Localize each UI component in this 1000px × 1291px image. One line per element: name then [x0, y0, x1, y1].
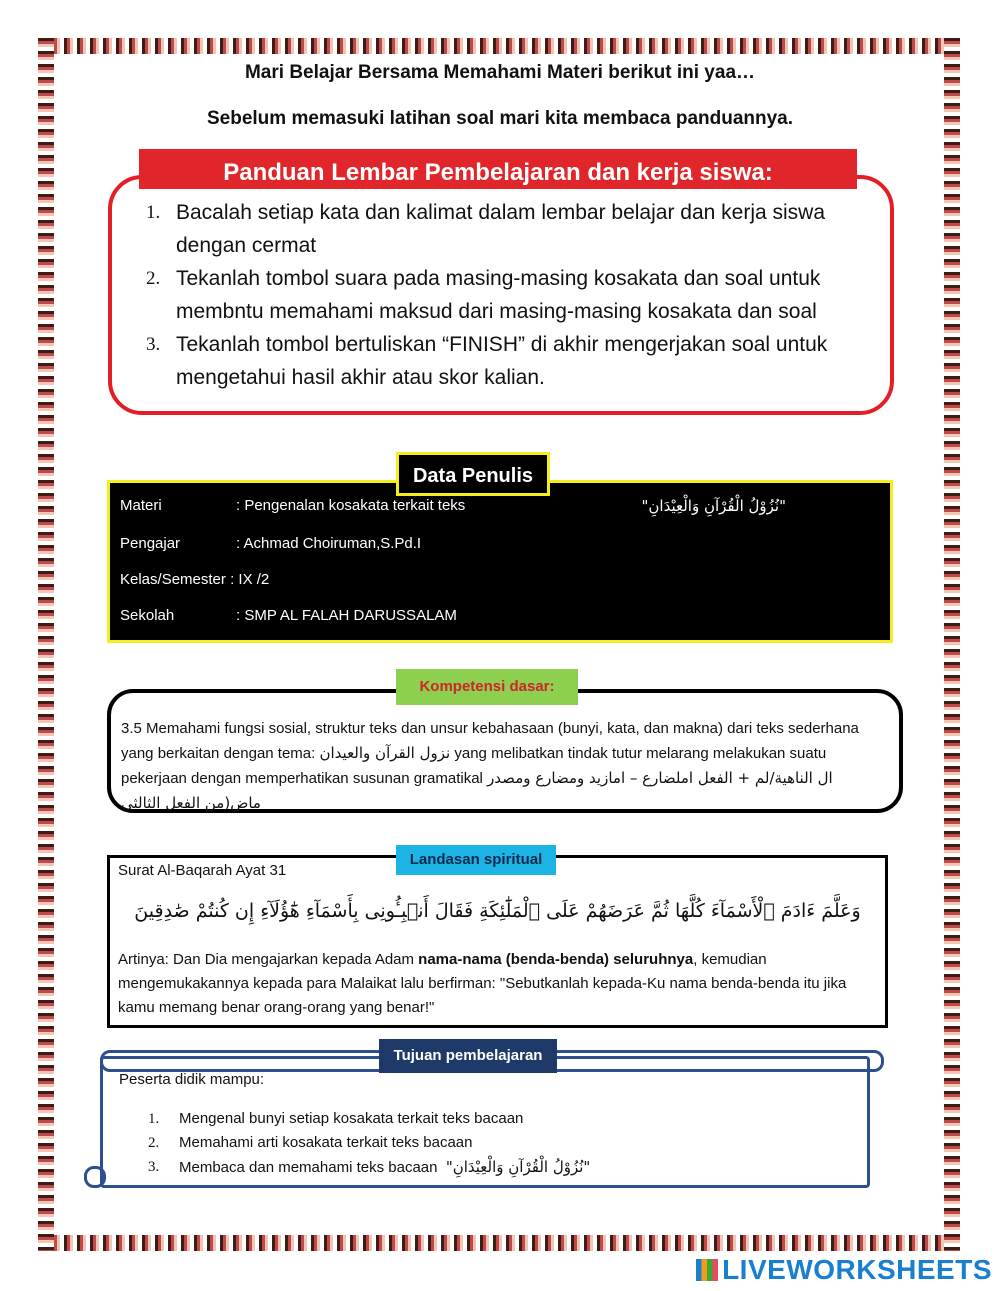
list-item: 1. Bacalah setiap kata dan kalimat dalam lembar belajar dan kerja siswa dengan cermat — [146, 201, 826, 257]
tujuan-box — [100, 1056, 870, 1188]
artinya-text: Artinya: Dan Dia mengajarkan kepada Adam nama-nama (benda-benda) seluruhnya, kemudian mengemukakannya kepada para Malaikat lalu berfirman: "Sebutkanlah kepada-Ku nama benda-benda itu jika kamu memang benar orang-orang yang benar!" — [118, 951, 847, 1016]
kelas-row: Kelas/Semester : IX /2 — [120, 571, 270, 588]
scroll-curl-bottom — [84, 1166, 106, 1188]
surah-reference: Surat Al-Baqarah Ayat 31 — [118, 862, 287, 879]
list-item: 2. Memahami arti kosakata terkait teks bacaan — [148, 1134, 473, 1151]
tujuan-list — [143, 1107, 590, 1180]
kompetensi-title: Kompetensi dasar: — [396, 669, 578, 705]
decorative-border-right — [944, 38, 960, 1251]
pengajar-row: Pengajar : Achmad Choiruman,S.Pd.I — [120, 535, 422, 552]
decorative-border-bottom — [38, 1235, 960, 1251]
decorative-border-top — [38, 38, 960, 54]
kompetensi-box — [107, 689, 903, 813]
list-item: 2. Tekanlah tombol suara pada masing-masing kosakata dan soal untuk membntu memahami maksud dari masing-masing kosakata dan soal — [146, 267, 821, 323]
list-item: 1. Mengenal bunyi setiap kosakata terkait teks bacaan — [148, 1110, 524, 1127]
sekolah-row: Sekolah : SMP AL FALAH DARUSSALAM — [120, 607, 457, 624]
liveworksheets-logo-icon — [696, 1259, 718, 1281]
data-penulis-box — [107, 480, 893, 643]
guide-heading: Sebelum memasuki latihan soal mari kita membaca panduannya. — [206, 108, 794, 129]
panduan-title: Panduan Lembar Pembelajaran dan kerja siswa: — [139, 149, 857, 189]
list-item: 3. Membaca dan memahami teks bacaan "نُزُوْلُ الْقُرْآنِ وَالْعِيْدَانِ" — [148, 1158, 591, 1176]
liveworksheets-watermark: LIVEWORKSHEETS — [696, 1254, 992, 1286]
panduan-list — [140, 196, 880, 394]
tujuan-intro: Peserta didik mampu: — [119, 1071, 265, 1088]
ayah-text: وَعَلَّمَ ءَادَمَ ٱلْأَسْمَآءَ كُلَّهَا ثُمَّ عَرَضَهُمْ عَلَى ٱلْمَلَٰٓئِكَةِ فَقَالَ أَنۢبِـُٔونِى بِأَسْمَآءِ هَٰٓؤُلَآءِ إِن كُنتُمْ صَٰدِقِينَ — [134, 900, 861, 922]
landasan-box — [107, 855, 888, 1028]
intro-heading: Mari Belajar Bersama Memahami Materi berikut ini yaa… — [244, 62, 756, 83]
kompetensi-text: 3.5 Memahami fungsi sosial, struktur teks dan unsur kebahasaan (bunyi, kata, dan makna) dari teks sederhana yang berkaitan dengan tema: نزول القرآن والعيدان yang melibatkan tindak tutur melarang melakukan suatu pekerjaan dengan memperhatikan susunan gramatikal ال الناهية/لم + الفعل املضارع – امازيد ومضارع ومصدر ماض(من الفعل الثالثي — [121, 720, 859, 812]
list-item: 3. Tekanlah tombol bertuliskan “FINISH” di akhir mengerjakan soal untuk mengetahui hasil akhir atau skor kalian. — [146, 333, 828, 389]
data-penulis-title: Data Penulis — [396, 452, 550, 496]
tujuan-title: Tujuan pembelajaran — [379, 1039, 557, 1073]
decorative-border-left — [38, 38, 54, 1251]
landasan-title: Landasan spiritual — [396, 845, 556, 875]
materi-row: Materi : Pengenalan kosakata terkait teks "نُزُوْلُ الْقُرْآنِ وَالْعِيْدَانِ" — [120, 497, 786, 515]
